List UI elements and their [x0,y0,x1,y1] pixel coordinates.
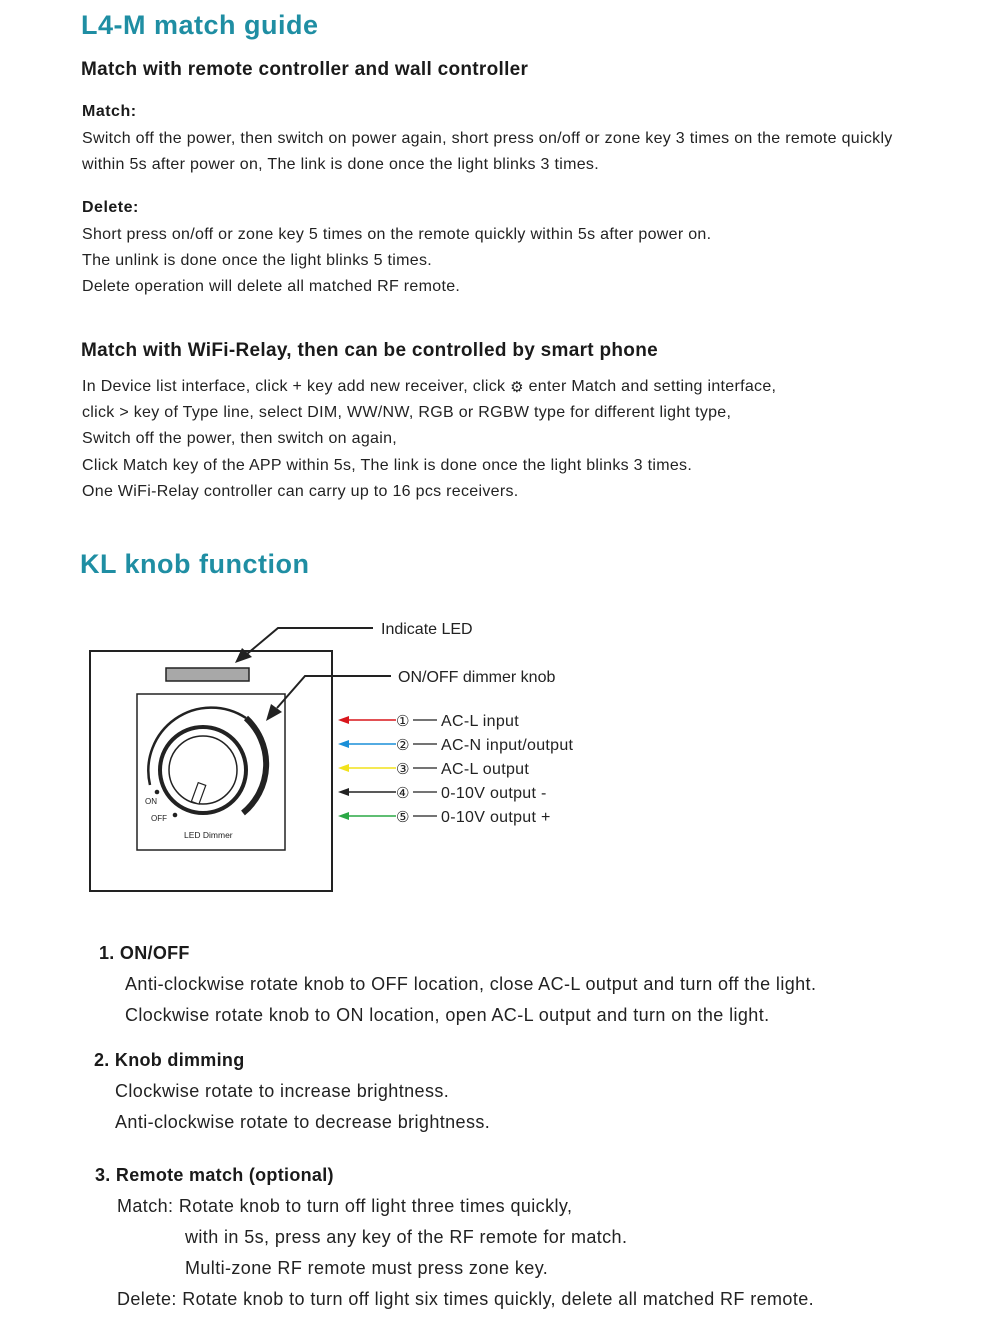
terminal-item [338,712,519,730]
terminal-label: 0-10V output - [441,785,547,802]
wifi-line-text: enter Match and setting interface, [528,378,777,395]
terminal-label: AC-L input [441,713,519,730]
knob-range-arc-thin [148,708,246,785]
wifi-line: Click Match key of the APP within 5s, The link is done once the light blinks 3 times. [82,457,693,474]
on-dot [155,790,160,795]
knob-outer-ring [160,727,246,813]
delete-label: Delete: [82,199,139,216]
knob-leader-arrow [266,704,282,721]
terminal-number: ⑤ [396,808,410,826]
knob-pointer [191,783,205,805]
onoff-line: Clockwise rotate knob to ON location, open AC-L output and turn on the light. [125,1005,770,1025]
knob-leader-line [277,676,391,708]
wifi-line: One WiFi-Relay controller can carry up to 16 pcs receivers. [82,483,519,500]
terminal-item [338,808,551,826]
wifi-line: Switch off the power, then switch on again, [82,430,398,447]
onoff-title: 1. ON/OFF [99,943,190,963]
wifi-line [82,378,776,396]
terminal-label: AC-N input/output [441,737,574,754]
terminal-arrow [338,788,349,796]
remote-match-line: with in 5s, press any key of the RF remote for match. [185,1227,628,1247]
delete-line: Short press on/off or zone key 5 times on the remote quickly within 5s after power on. [82,226,712,243]
terminal-number: ② [396,736,410,754]
page-title: L4-M match guide [81,10,319,40]
terminal-number: ③ [396,760,410,778]
onoff-line: Anti-clockwise rotate knob to OFF location, close AC-L output and turn off the light. [125,974,817,994]
match-line: Switch off the power, then switch on power again, short press on/off or zone key 3 times on the remote quickly [82,130,893,147]
terminal-arrow [338,740,349,748]
wifi-line: click > key of Type line, select DIM, WW/NW, RGB or RGBW type for different light type, [82,404,732,421]
terminal-item [338,760,529,778]
indicate-led-bar [166,668,249,681]
terminal-arrow [338,764,349,772]
on-label: ON [145,797,157,806]
knob-dimming-title: 2. Knob dimming [94,1050,245,1070]
match-label: Match: [82,103,137,120]
remote-match-line: Multi-zone RF remote must press zone key. [185,1258,549,1278]
terminal-list [338,712,574,826]
off-dot [173,813,178,818]
remote-match-title: 3. Remote match (optional) [95,1165,334,1185]
terminal-number: ④ [396,784,410,802]
dimming-line: Clockwise rotate to increase brightness. [115,1081,450,1101]
remote-match-heading: Match with remote controller and wall controller [81,59,529,80]
knob-function-title: KL knob function [80,549,310,579]
off-label: OFF [151,814,167,823]
terminal-arrow [338,812,349,820]
dimming-line: Anti-clockwise rotate to decrease brightness. [115,1112,491,1132]
knob-diagram [0,600,700,900]
gear-icon: ⚙ [510,379,524,396]
match-line: within 5s after power on, The link is done once the light blinks 3 times. [82,156,599,173]
terminal-label: 0-10V output + [441,809,551,826]
dimmer-knob-label: ON/OFF dimmer knob [398,669,556,686]
wifi-line-text: In Device list interface, click + key add new receiver, click [82,378,506,395]
indicate-led-label: Indicate LED [381,621,473,638]
remote-delete-line: Delete: Rotate knob to turn off light six times quickly, delete all matched RF remote. [117,1289,815,1309]
device-label: LED Dimmer [184,830,233,840]
terminal-item [338,784,547,802]
terminal-arrow [338,716,349,724]
delete-line: Delete operation will delete all matched RF remote. [82,278,461,295]
remote-match-line: Match: Rotate knob to turn off light three times quickly, [117,1196,573,1216]
delete-line: The unlink is done once the light blinks 5 times. [82,252,432,269]
wifi-match-heading: Match with WiFi-Relay, then can be controlled by smart phone [81,340,658,361]
terminal-label: AC-L output [441,761,530,778]
terminal-number: ① [396,712,410,730]
terminal-item [338,736,574,754]
